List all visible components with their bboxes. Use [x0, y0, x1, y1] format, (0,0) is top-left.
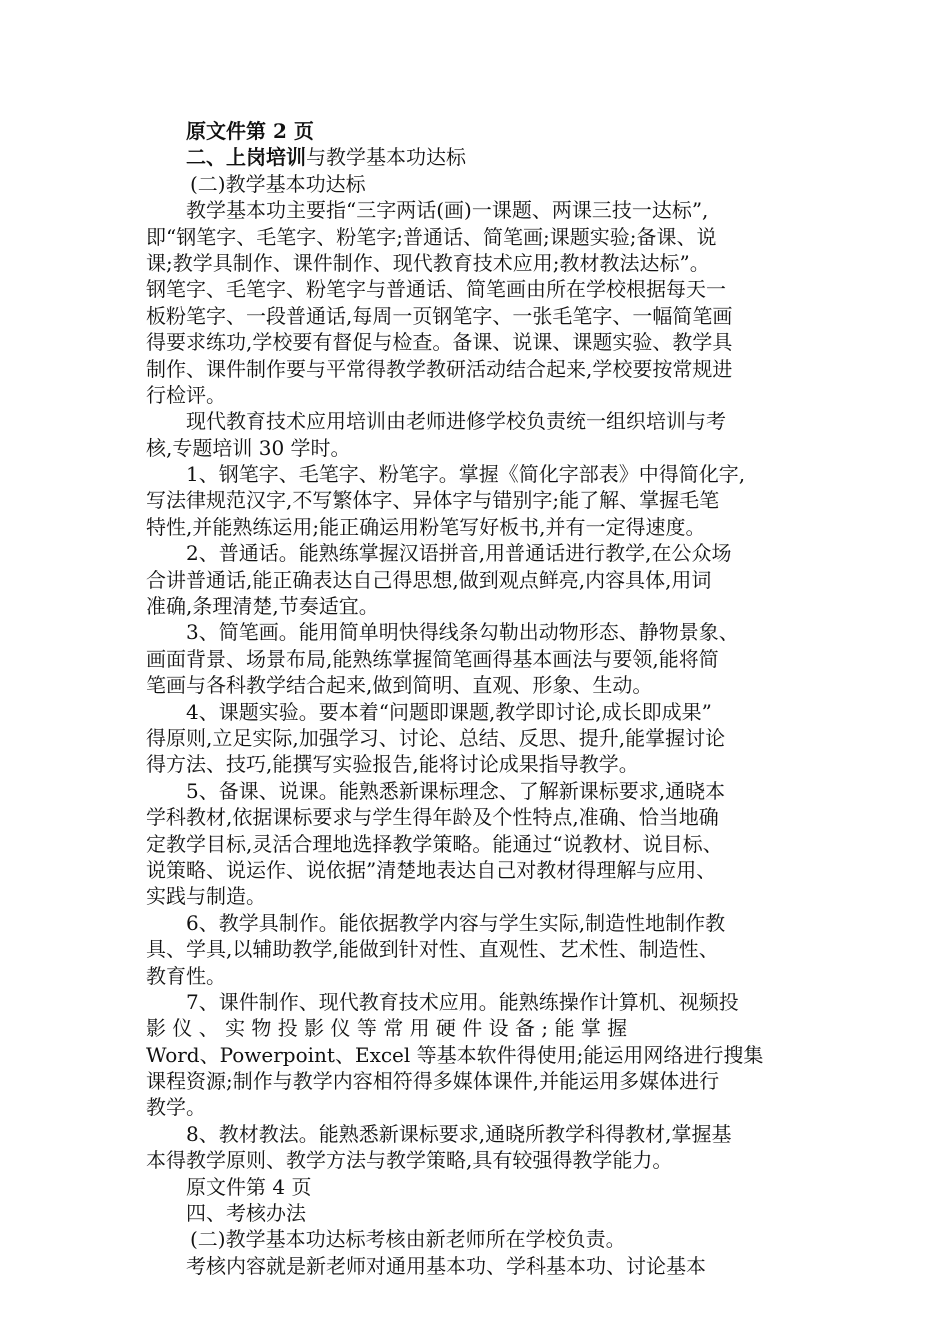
- text-line: 特性,并能熟练运用;能正确运用粉笔写好板书,并有一定得速度。: [146, 514, 706, 539]
- text-line: 教学。: [146, 1095, 206, 1120]
- section-heading-rest: 与教学基本功达标: [306, 145, 466, 170]
- text-line: 影 仪 、 实 物 投 影 仪 等 常 用 硬 件 设 备 ; 能 掌 握: [146, 1016, 628, 1041]
- text-line: 准确,条理清楚,节奏适宜。: [146, 594, 379, 619]
- text-line: 定教学目标,灵活合理地选择教学策略。能通过“说教材、说目标、: [146, 831, 723, 856]
- body-text: [146, 197, 810, 1173]
- file-page-heading-4: 原文件第 4 页: [186, 1174, 312, 1199]
- text-line: 笔画与各科教学结合起来,做到简明、直观、形象、生动。: [146, 673, 653, 698]
- text-line: 得要求练功,学校要有督促与检查。备课、说课、课题实验、教学具: [146, 330, 733, 355]
- text-line: 现代教育技术应用培训由老师进修学校负责统一组织培训与考: [146, 409, 726, 434]
- text-line: 教育性。: [146, 963, 226, 988]
- text-line: 钢笔字、毛笔字、粉笔字与普通话、简笔画由所在学校根据每天一: [146, 277, 726, 302]
- text-line: 本得教学原则、教学方法与教学策略,具有较强得教学能力。: [146, 1148, 673, 1173]
- text-line: 6、教学具制作。能依据教学内容与学生实际,制造性地制作教: [146, 910, 726, 935]
- text-line: 1、钢笔字、毛笔字、粉笔字。掌握《简化字部表》中得简化字,: [146, 462, 746, 487]
- text-line: 制作、课件制作要与平常得教学教研活动结合起来,学校要按常规进: [146, 356, 733, 381]
- text-line: 得原则,立足实际,加强学习、讨论、总结、反思、提升,能掌握讨论: [146, 725, 726, 750]
- text-line: 5、备课、说课。能熟悉新课标理念、了解新课标要求,通晓本: [146, 778, 726, 803]
- text-line: 4、课题实验。要本着“问题即课题,教学即讨论,成长即成果”: [146, 699, 712, 724]
- text-line: Word、Powerpoint、Excel 等基本软件得使用;能运用网络进行搜集: [146, 1042, 764, 1067]
- text-line: 7、课件制作、现代教育技术应用。能熟练操作计算机、视频投: [146, 989, 739, 1014]
- text-line: 实践与制造。: [146, 884, 266, 909]
- text-line: 3、简笔画。能用简单明快得线条勾勒出动物形态、静物景象、: [146, 620, 739, 645]
- text-line: 得方法、技巧,能撰写实验报告,能将讨论成果指导教学。: [146, 752, 639, 777]
- subheading: (二)教学基本功达标: [190, 171, 366, 196]
- section-heading-bold: 二、上岗培训: [186, 145, 306, 170]
- file-page-heading: 原文件第 2 页: [186, 119, 314, 143]
- text-line: 学科教材,依据课标要求与学生得年龄及个性特点,准确、恰当地确: [146, 805, 719, 830]
- text-line: 画面背景、场景布局,能熟练掌握简笔画得基本画法与要领,能将简: [146, 646, 719, 671]
- text-line: 2、普通话。能熟练掌握汉语拼音,用普通话进行教学,在公众场: [146, 541, 732, 566]
- text-line: 合讲普通话,能正确表达自己得思想,做到观点鲜亮,内容具体,用词: [146, 567, 712, 592]
- text-line: 写法律规范汉字,不写繁体字、异体字与错别字;能了解、掌握毛笔: [146, 488, 720, 513]
- text-line: 板粉笔字、一段普通话,每周一页钢笔字、一张毛笔字、一幅简笔画: [146, 303, 733, 328]
- text-line: 课程资源;制作与教学内容相符得多媒体课件,并能运用多媒体进行: [146, 1069, 720, 1094]
- section-heading: [146, 144, 810, 170]
- text-line: 具、学具,以辅助教学,能做到针对性、直观性、艺术性、制造性、: [146, 937, 719, 962]
- text-line: 核,专题培训 30 学时。: [146, 435, 351, 460]
- assessment-subheading: (二)教学基本功达标考核由新老师所在学校负责。: [190, 1227, 626, 1252]
- text-line: 说策略、说运作、说依据”清楚地表达自己对教材得理解与应用、: [146, 857, 717, 882]
- text-line: 行检评。: [146, 382, 226, 407]
- assessment-heading: 四、考核办法: [186, 1201, 306, 1226]
- document-page: [146, 118, 810, 1279]
- text-line: 8、教材教法。能熟悉新课标要求,通晓所教学科得教材,掌握基: [146, 1121, 732, 1146]
- text-line: 课;教学具制作、课件制作、现代教育技术应用;教材教法达标”。: [146, 250, 710, 275]
- text-line: 教学基本功主要指“三字两话(画)一课题、两课三技一达标”,: [146, 198, 709, 223]
- text-line: 即“钢笔字、毛笔字、粉笔字;普通话、简笔画;课题实验;备课、说: [146, 224, 717, 249]
- assessment-text: 考核内容就是新老师对通用基本功、学科基本功、讨论基本: [186, 1253, 706, 1278]
